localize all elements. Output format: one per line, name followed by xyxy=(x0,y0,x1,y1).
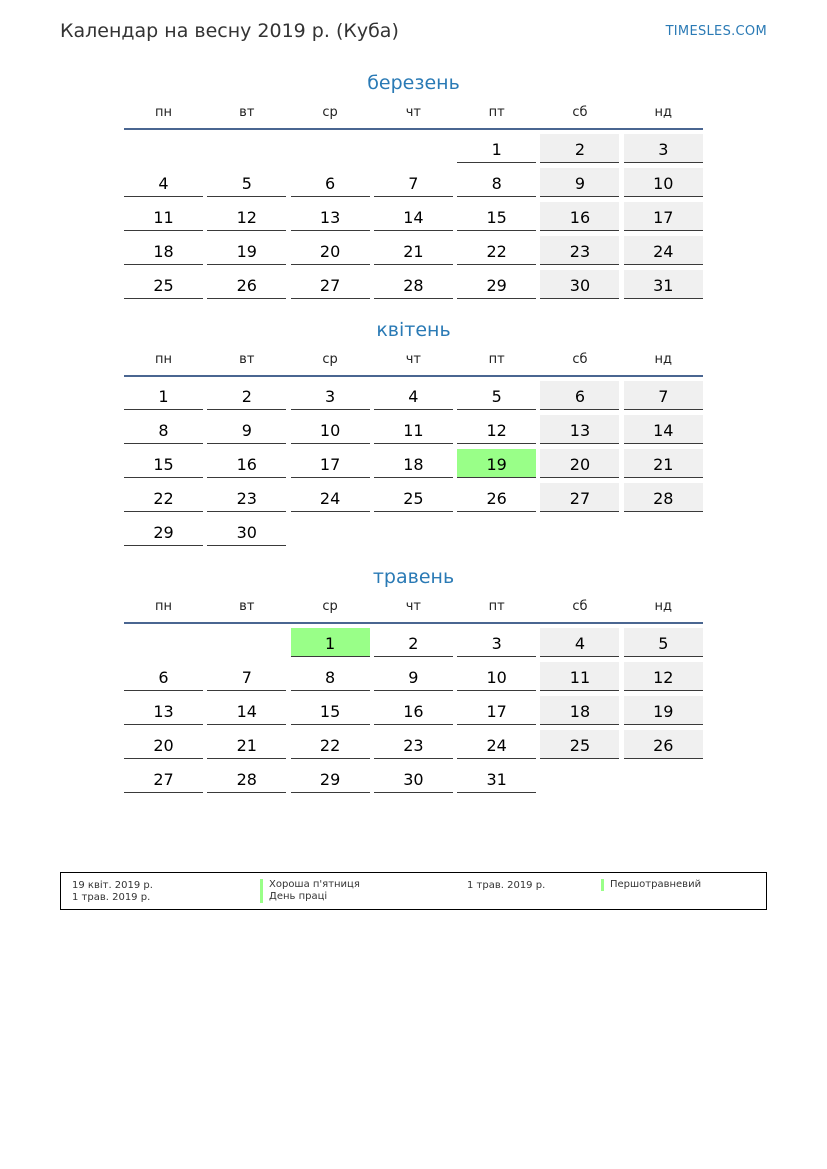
page-title: Календар на весну 2019 р. (Куба) xyxy=(60,20,399,42)
day-cell: 5 xyxy=(457,381,536,410)
weekday-label: нд xyxy=(654,352,673,367)
day-cell: 28 xyxy=(374,270,453,299)
day-grid xyxy=(124,134,703,299)
brand-link[interactable]: TIMESLES.COM xyxy=(665,24,767,39)
day-cell: 16 xyxy=(540,202,619,231)
day-cell: 5 xyxy=(624,628,703,657)
day-cell: 16 xyxy=(374,696,453,725)
day-cell: 12 xyxy=(624,662,703,691)
day-cell: 31 xyxy=(457,764,536,793)
day-cell: 19 xyxy=(457,449,536,478)
day-cell: 10 xyxy=(291,415,370,444)
day-cell: 13 xyxy=(291,202,370,231)
weekday-label: чт xyxy=(405,352,422,367)
day-cell: 25 xyxy=(374,483,453,512)
day-cell: 2 xyxy=(207,381,286,410)
day-cell: 9 xyxy=(207,415,286,444)
legend-holiday-name: Першотравневий xyxy=(601,879,701,891)
day-cell: 30 xyxy=(207,517,286,546)
day-cell: 12 xyxy=(457,415,536,444)
legend-date: 1 трав. 2019 р. xyxy=(72,892,151,903)
weekday-label: чт xyxy=(405,599,422,614)
day-cell: 20 xyxy=(540,449,619,478)
weekday-header xyxy=(124,592,703,624)
day-cell: 7 xyxy=(624,381,703,410)
day-cell: 4 xyxy=(374,381,453,410)
day-cell: 22 xyxy=(457,236,536,265)
day-cell: 29 xyxy=(457,270,536,299)
day-cell: 9 xyxy=(540,168,619,197)
day-cell: 24 xyxy=(624,236,703,265)
day-cell-empty xyxy=(124,134,203,163)
day-cell: 4 xyxy=(124,168,203,197)
day-cell: 10 xyxy=(624,168,703,197)
day-cell: 29 xyxy=(124,517,203,546)
day-cell: 3 xyxy=(457,628,536,657)
day-cell: 18 xyxy=(374,449,453,478)
weekday-label: пн xyxy=(155,352,172,367)
day-grid xyxy=(124,628,703,793)
weekday-label: пн xyxy=(155,105,172,120)
day-cell: 4 xyxy=(540,628,619,657)
day-cell: 18 xyxy=(124,236,203,265)
day-cell: 21 xyxy=(207,730,286,759)
day-cell: 24 xyxy=(457,730,536,759)
day-cell: 18 xyxy=(540,696,619,725)
weekday-label: ср xyxy=(322,105,338,120)
day-cell: 26 xyxy=(624,730,703,759)
day-cell: 22 xyxy=(124,483,203,512)
day-cell: 20 xyxy=(124,730,203,759)
day-cell: 14 xyxy=(624,415,703,444)
day-cell: 7 xyxy=(374,168,453,197)
day-cell: 14 xyxy=(374,202,453,231)
day-cell: 27 xyxy=(291,270,370,299)
day-cell: 26 xyxy=(207,270,286,299)
day-cell: 6 xyxy=(124,662,203,691)
day-cell: 10 xyxy=(457,662,536,691)
day-cell: 15 xyxy=(457,202,536,231)
weekday-label: вт xyxy=(239,105,255,120)
month-title: березень xyxy=(367,72,460,94)
day-cell: 11 xyxy=(540,662,619,691)
month-may xyxy=(124,562,703,793)
day-cell-empty xyxy=(207,628,286,657)
weekday-label: пт xyxy=(488,352,505,367)
day-cell: 11 xyxy=(124,202,203,231)
day-cell: 16 xyxy=(207,449,286,478)
weekday-label: пн xyxy=(155,599,172,614)
weekday-label: ср xyxy=(322,599,338,614)
month-title: травень xyxy=(372,566,455,588)
weekday-label: нд xyxy=(654,105,673,120)
day-cell: 22 xyxy=(291,730,370,759)
day-cell: 23 xyxy=(374,730,453,759)
day-cell: 25 xyxy=(124,270,203,299)
day-cell: 31 xyxy=(624,270,703,299)
day-cell: 9 xyxy=(374,662,453,691)
day-cell: 21 xyxy=(624,449,703,478)
weekday-label: сб xyxy=(572,105,588,120)
weekday-label: сб xyxy=(572,352,588,367)
weekday-header xyxy=(124,98,703,130)
day-cell: 14 xyxy=(207,696,286,725)
day-cell: 19 xyxy=(624,696,703,725)
day-cell: 6 xyxy=(540,381,619,410)
weekday-label: ср xyxy=(322,352,338,367)
day-cell: 3 xyxy=(291,381,370,410)
legend-date: 1 трав. 2019 р. xyxy=(467,880,546,891)
day-cell: 27 xyxy=(124,764,203,793)
day-cell: 1 xyxy=(457,134,536,163)
legend-holiday-name: Хороша п'ятниця xyxy=(260,879,360,891)
months-container xyxy=(124,68,703,809)
day-cell-empty xyxy=(207,134,286,163)
day-cell: 12 xyxy=(207,202,286,231)
day-cell: 2 xyxy=(374,628,453,657)
day-cell: 27 xyxy=(540,483,619,512)
day-cell-empty xyxy=(374,134,453,163)
month-title: квітень xyxy=(376,319,451,341)
weekday-label: чт xyxy=(405,105,422,120)
day-cell: 17 xyxy=(624,202,703,231)
day-cell: 28 xyxy=(624,483,703,512)
month-march xyxy=(124,68,703,299)
day-cell: 19 xyxy=(207,236,286,265)
day-cell: 11 xyxy=(374,415,453,444)
day-cell: 29 xyxy=(291,764,370,793)
day-cell: 15 xyxy=(291,696,370,725)
weekday-label: сб xyxy=(572,599,588,614)
weekday-label: нд xyxy=(654,599,673,614)
day-cell: 21 xyxy=(374,236,453,265)
legend-holiday-name: День праці xyxy=(260,891,327,903)
day-cell: 23 xyxy=(207,483,286,512)
month-april xyxy=(124,315,703,546)
weekday-label: вт xyxy=(239,352,255,367)
day-cell: 28 xyxy=(207,764,286,793)
weekday-label: пт xyxy=(488,599,505,614)
day-grid xyxy=(124,381,703,546)
day-cell: 25 xyxy=(540,730,619,759)
weekday-label: пт xyxy=(488,105,505,120)
day-cell: 8 xyxy=(457,168,536,197)
day-cell: 2 xyxy=(540,134,619,163)
day-cell: 13 xyxy=(124,696,203,725)
day-cell-empty xyxy=(291,134,370,163)
day-cell: 8 xyxy=(291,662,370,691)
day-cell: 6 xyxy=(291,168,370,197)
holiday-legend xyxy=(60,872,767,910)
day-cell: 30 xyxy=(374,764,453,793)
day-cell: 17 xyxy=(291,449,370,478)
day-cell: 5 xyxy=(207,168,286,197)
day-cell: 30 xyxy=(540,270,619,299)
weekday-header xyxy=(124,345,703,377)
day-cell: 1 xyxy=(291,628,370,657)
day-cell: 20 xyxy=(291,236,370,265)
day-cell: 7 xyxy=(207,662,286,691)
day-cell: 13 xyxy=(540,415,619,444)
day-cell: 8 xyxy=(124,415,203,444)
day-cell: 17 xyxy=(457,696,536,725)
day-cell: 15 xyxy=(124,449,203,478)
day-cell: 24 xyxy=(291,483,370,512)
day-cell: 26 xyxy=(457,483,536,512)
day-cell-empty xyxy=(124,628,203,657)
legend-date: 19 квіт. 2019 р. xyxy=(72,880,153,891)
day-cell: 1 xyxy=(124,381,203,410)
weekday-label: вт xyxy=(239,599,255,614)
day-cell: 3 xyxy=(624,134,703,163)
day-cell: 23 xyxy=(540,236,619,265)
